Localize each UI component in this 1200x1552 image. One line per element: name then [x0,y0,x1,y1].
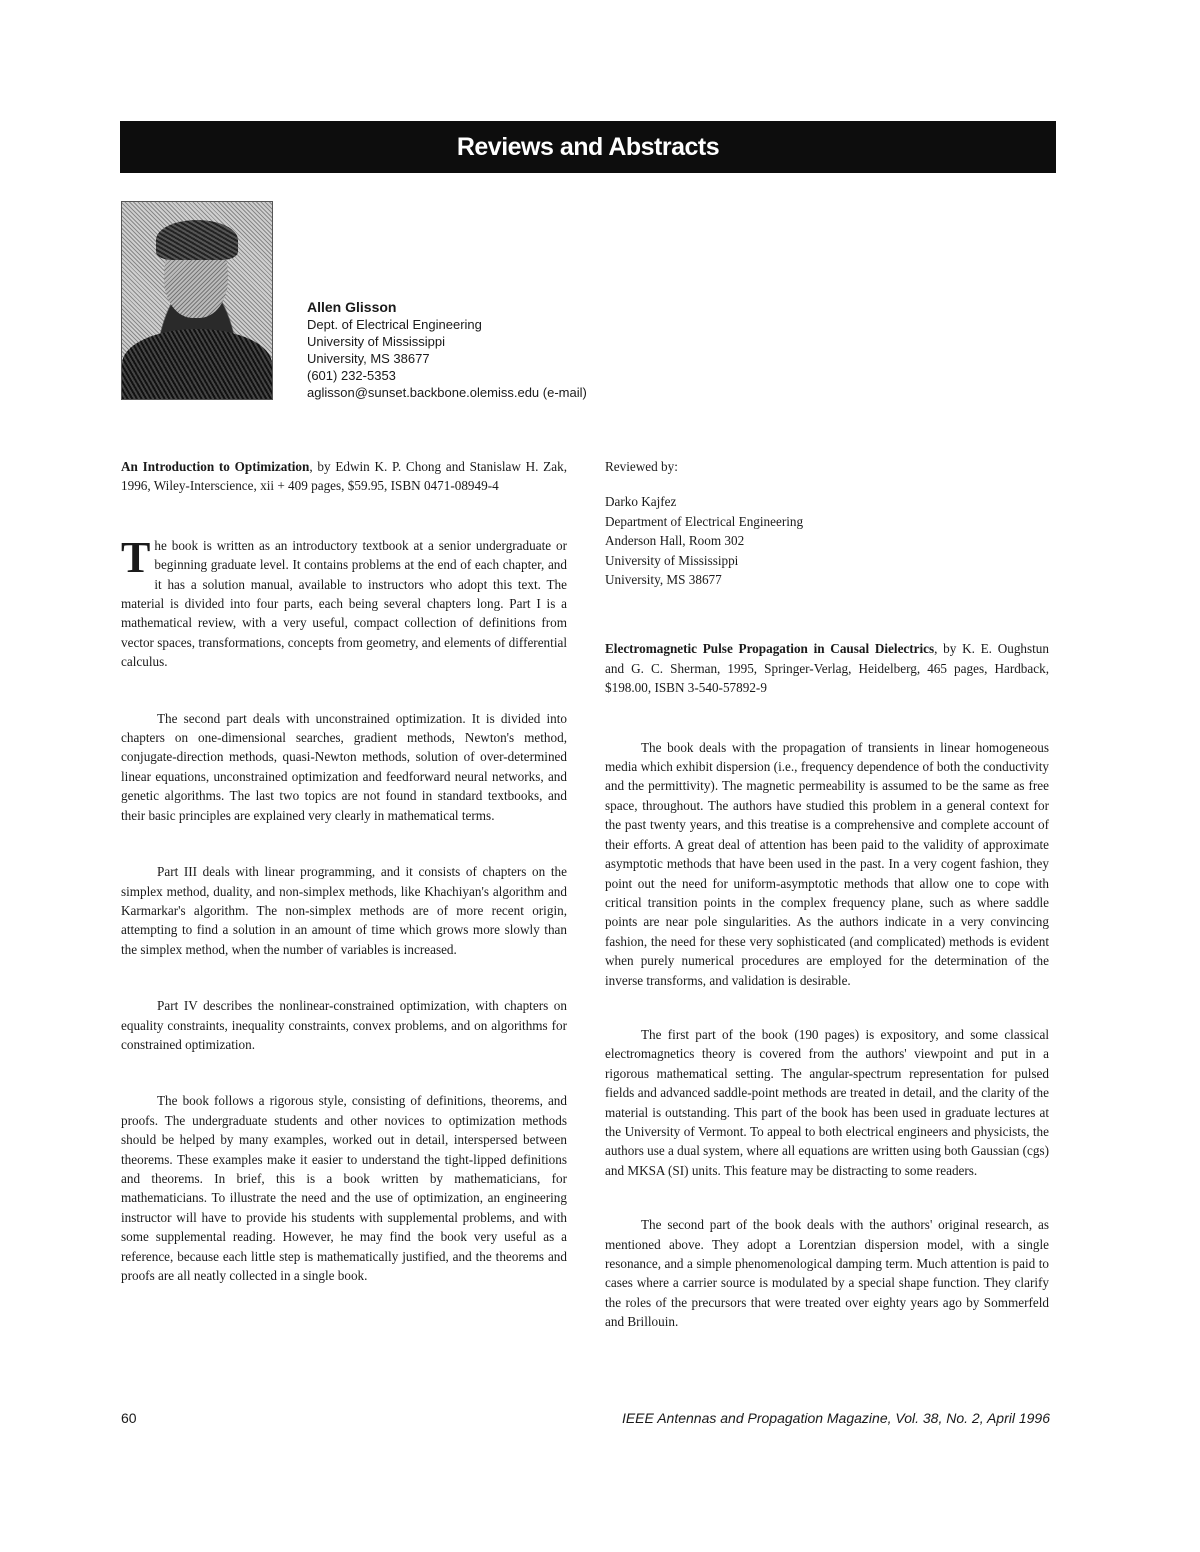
editor-phone: (601) 232-5353 [307,368,396,383]
right-column [605,457,1049,1367]
review1-title: An Introduction to Optimization [121,459,310,474]
review1-paragraph-3: Part III deals with linear programming, and it consists of chapters on the simplex method, duality, and non-simplex methods, like Khachiyan's algorithm and Karmarkar's algorithm. The non-simplex methods are of more recent origin, attempting to find a solution in an amount of time which grows more slowly than the simplex method, when the number of variables is increased. [121,864,567,957]
review2-citation [605,639,1049,697]
editor-name: Allen Glisson [307,299,397,315]
photo-shoulders [122,329,272,399]
section-title: Reviews and Abstracts [456,132,720,161]
review2-details: , by K. E. Oughstun and G. C. Sherman, 1995, Springer-Verlag, Heidelberg, 465 pages, Hardback, $198.00, ISBN 3-540-57892-9 [605,641,1049,696]
review1-paragraph-1-text: he book is written as an introductory textbook at a senior undergraduate or beginning graduate level. It contains problems at the end of each chapter, and it has a solution manual, available to instructors who adopt this text. The material is divided into four parts, each being several chapters long. Part I is a mathematical review, with a very useful, compact collection of definitions from vector spaces, transformations, concepts from geometry, and elements of differential calculus. [121,537,567,670]
editor-dept: Dept. of Electrical Engineering [307,317,482,332]
review1-details: , by Edwin K. P. Chong and Stanislaw H. Zak, 1996, Wiley-Interscience, xii + 409 pages, $59.95, ISBN 0471-08949-4 [121,459,567,494]
editor-email: aglisson@sunset.backbone.olemiss.edu (e-mail) [307,385,587,400]
reviewer-name: Darko Kajfez [605,494,677,510]
reviewed-by-label: Reviewed by: [605,459,678,474]
reviewer-block [605,492,1049,589]
left-column [121,457,567,1322]
dropcap: T [121,532,151,582]
editor-photo [121,201,273,400]
review2-title: Electromagnetic Pulse Propagation in Causal Dielectrics [605,641,935,657]
review2-paragraph-3: The second part of the book deals with the authors' original research, as mentioned above. They adopt a Lorentzian dispersion model, with a single resonance, and a simple phenomenological damping term. Much attention is paid to cases where a carrier source is modulated by a special shape function. They clarify the roles of the precursors that were treated over eighty years ago by Sommerfeld and Brillouin. [605,1217,1049,1330]
review1-paragraph-1 [121,532,567,672]
editor-city: University, MS 38677 [307,351,430,366]
editor-contact [307,299,587,401]
section-header [120,121,1056,173]
page-number: 60 [121,1410,137,1426]
reviewer-dept: Department of Electrical Engineering [605,513,804,529]
editor-university: University of Mississippi [307,334,445,349]
review1-paragraph-4: Part IV describes the nonlinear-constrained optimization, with chapters on equality constraints, inequality constraints, convex problems, and on algorithms for constrained optimization. [121,998,567,1052]
review2-paragraph-2: The first part of the book (190 pages) is expository, and some classical electromagnetics theory is covered from the authors' viewpoint and put in a rigorous mathematical setting. The angular-spectrum representation for pulsed fields and advanced saddle-point methods are treated in detail, and the clarity of the material is outstanding. This part of the book has been used in graduate lectures at the University of Vermont. To appeal to both electrical engineers and physicists, the authors use a dual system, where all equations are written using both Gaussian (cgs) and MKSA (SI) units. This feature may be distracting to some readers. [605,1026,1049,1178]
review1-paragraph-2: The second part deals with unconstrained optimization. It is divided into chapters on one-dimensional searches, gradient methods, Newton's method, conjugate-direction methods, quasi-Newton methods, solution of over-determined linear equations, unconstrained optimization and feedforward neural networks, and genetic algorithms. The last two topics are not found in standard textbooks, and their basic principles are explained very clearly in mathematical terms. [121,710,567,823]
review2-paragraph-1: The book deals with the propagation of transients in linear homogeneous media which exhibit dispersion (i.e., frequency dependence of both the conductivity and the permittivity). The magnetic permeability is assumed to be the same as free space, throughout. The authors have studied this problem in a general context for the past twenty years, and this treatise is a comprehensive and complete account of their efforts. A great deal of attention has been paid to the validity of approximate asymptotic methods that have been used in the past. In a very cogent fashion, they point out the need for uniform-asymptotic methods that allow one to cope with critical transition points in the complex frequency plane, such as where saddle points are near pole singularities. As the authors indicate in a very convincing fashion, the need for these very sophisticated (and complicated) methods is evident when purely numerical procedures are employed for the determination of the inverse transforms, and validation is desirable. [605,739,1049,988]
review1-citation [121,457,567,496]
journal-footer: IEEE Antennas and Propagation Magazine, Vol. 38, No. 2, April 1996 [621,1410,1050,1426]
photo-hair [156,220,238,260]
review1-paragraph-5: The book follows a rigorous style, consisting of definitions, theorems, and proofs. The undergraduate students and other novices to optimization methods should be helped by many examples, worked out in detail, interspersed between theorems. These examples make it easier to understand the tight-lipped definitions and theorems. In brief, this is a book written by mathematicians, for mathematicians. To illustrate the need and the use of optimization, an engineering instructor will have to provide his students with supplemental problems, and with some supplemental reading. However, he may find the book very useful as a reference, because each little step is mathematically justified, and the theorems and proofs are all neatly collected in a single book. [121,1093,567,1283]
reviewer-room: Anderson Hall, Room 302 [605,533,745,549]
reviewer-city: University, MS 38677 [605,572,722,588]
reviewer-university: University of Mississippi [605,552,739,568]
